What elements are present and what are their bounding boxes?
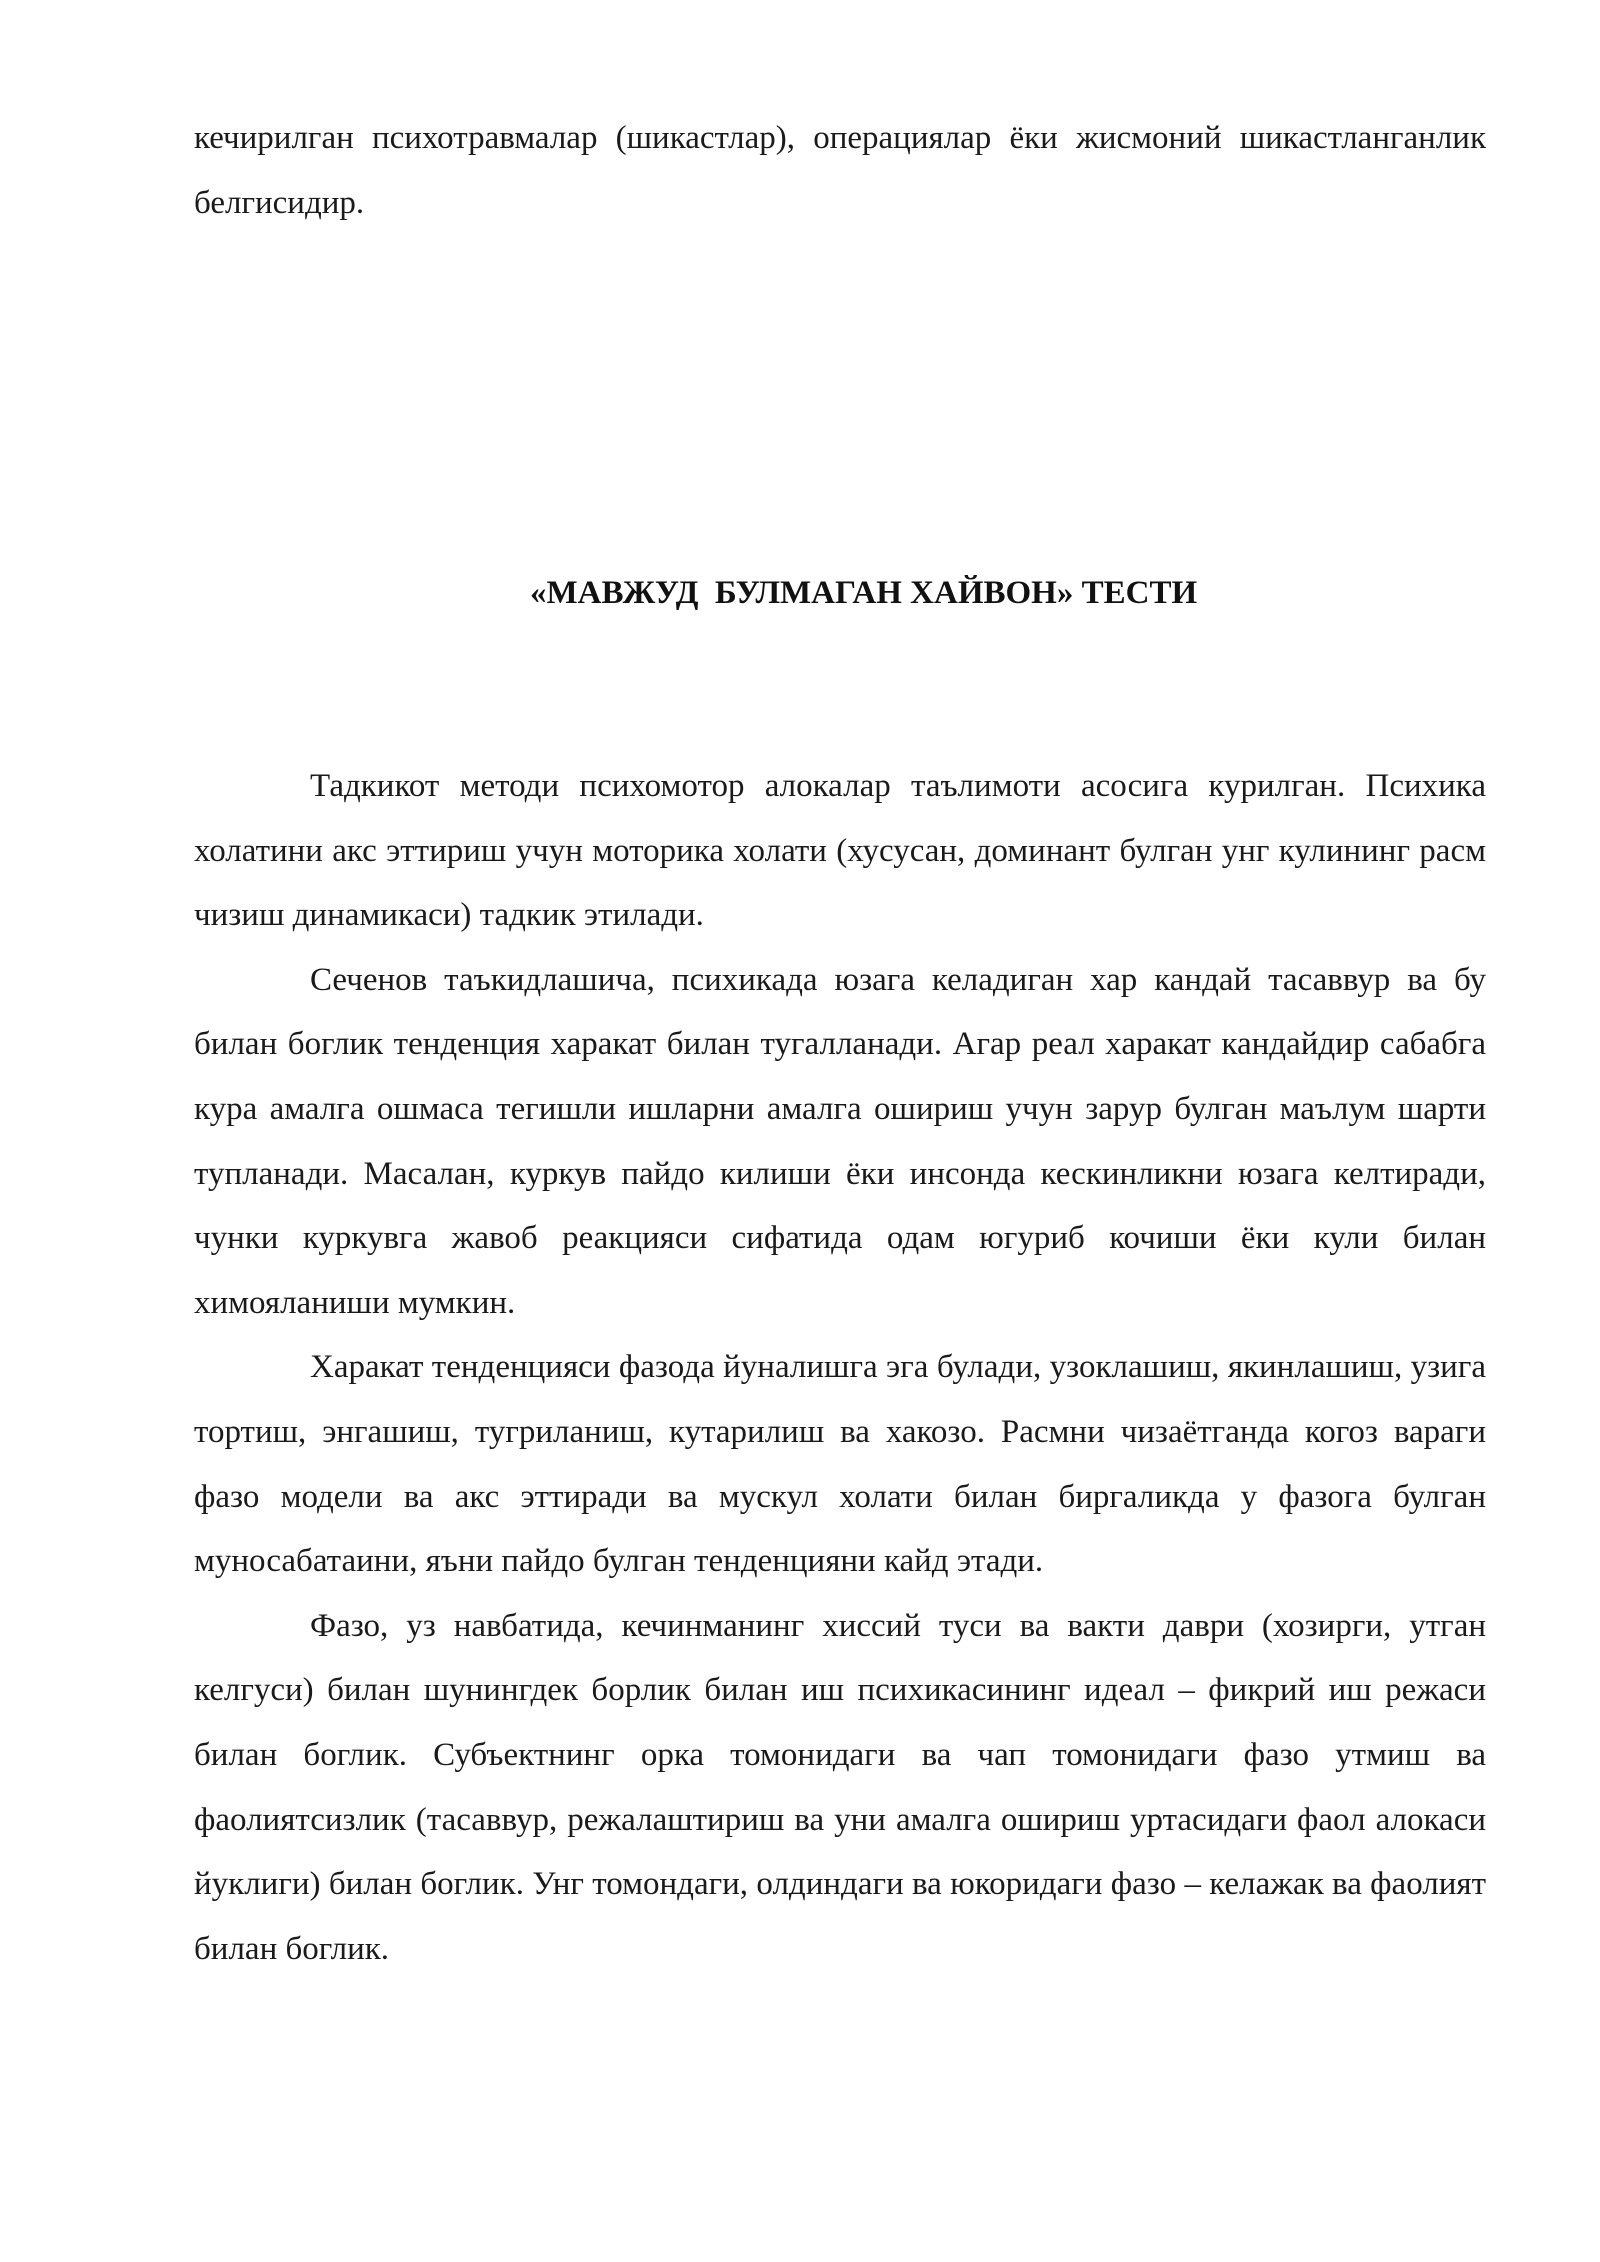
paragraph: Тадкикот методи психомотор алокалар таълимоти асосига курилган. Психика холатини акс эттириш учун моторика холати (хусусан, доминант булган унг кулининг расм чизиш динамикаси) тадкик этилади. [194,768,1486,934]
paragraph-fragment: кечирилган психотравмалар (шикастлар), операциялар ёки жисмоний шикастланганлик белгисидир. [194,120,1486,221]
paragraph: Сеченов таъкидлашича, психикада юзага келадиган хар кандай тасаввур ва бу билан боглик тенденция харакат билан тугалланади. Агар реал харакат кандайдир сабабга кура амалга ошмаса тегишли ишларни амалга ошириш учун зарур булган маълум шарти тупланади. Масалан, куркув пайдо килиши ёки инсонда кескинликни юзага келтиради, чунки куркувга жавоб реакцияси сифатида одам югуриб кочиши ёки кули билан химояланиши мумкин. [194,961,1486,1321]
body-text [194,754,1486,1981]
paragraph: Харакат тенденцияси фазода йуналишга эга булади, узоклашиш, якинлашиш, узига тортиш, энгашиш, тугриланиш, кутарилиш ва хакозо. Расмни чизаётганда когоз вараги фазо модели ва акс эттиради ва мускул холати билан биргаликда у фазога булган муносабатаини, яъни пайдо булган тенденцияни кайд этади. [194,1349,1486,1580]
continued-paragraph [194,106,1486,235]
section-title: «МАВЖУД БУЛМАГАН ХАЙВОН» ТЕСТИ [530,575,1198,611]
paragraph: Фазо, уз навбатида, кечинманинг хиссий туси ва вакти даври (хозирги, утган келгуси) билан шунингдек борлик билан иш психикасининг идеал – фикрий иш режаси билан боглик. Субъектнинг орка томонидаги ва чап томонидаги фазо утмиш ва фаолиятсизлик (тасаввур, режалаштириш ва уни амалга ошириш уртасидаги фаол алокаси йуклиги) билан боглик. Унг томондаги, олдиндаги ва юкоридаги фазо – келажак ва фаолият билан боглик. [194,1607,1486,1967]
